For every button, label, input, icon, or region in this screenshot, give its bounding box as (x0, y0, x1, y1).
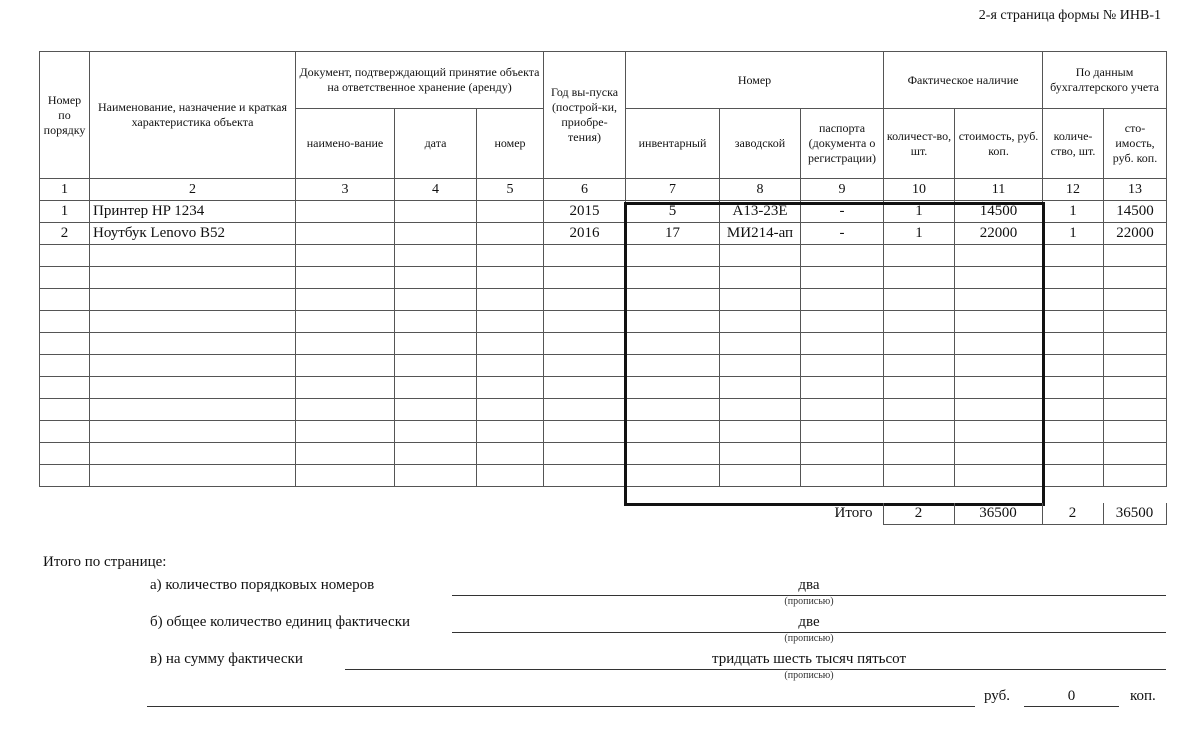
row-doc-date (395, 399, 477, 421)
row-year (544, 399, 626, 421)
row-factory: А13-23Е (720, 201, 801, 223)
row-factory (720, 443, 801, 465)
row-doc-number (477, 421, 544, 443)
rub-label: руб. (984, 688, 1010, 704)
row-name (90, 311, 296, 333)
row-year (544, 421, 626, 443)
row-factory (720, 333, 801, 355)
row-passport (801, 311, 884, 333)
row-inventory (626, 377, 720, 399)
summary-a-hint: (прописью) (784, 596, 834, 607)
column-number: 11 (955, 179, 1043, 201)
row-acc-cost (1104, 421, 1167, 443)
row-actual-qty (884, 333, 955, 355)
row-name (90, 377, 296, 399)
row-doc-date (395, 465, 477, 487)
summary-b-hint: (прописью) (784, 633, 834, 644)
table-row (40, 201, 1167, 223)
row-year (544, 311, 626, 333)
row-name (90, 399, 296, 421)
amount-line (147, 706, 975, 707)
header-acc-qty: количе-ство, шт. (1043, 109, 1104, 179)
header-doc-name: наимено-вание (296, 109, 395, 179)
row-passport: - (801, 223, 884, 245)
summary-c-label: в) на сумму фактически (150, 651, 303, 667)
row-no (40, 311, 90, 333)
summary-a-value: два (798, 577, 820, 593)
row-doc-name (296, 311, 395, 333)
row-year (544, 245, 626, 267)
row-actual-cost (955, 355, 1043, 377)
row-acc-cost (1104, 311, 1167, 333)
row-factory: МИ214-ап (720, 223, 801, 245)
row-inventory (626, 267, 720, 289)
row-year (544, 443, 626, 465)
row-actual-qty (884, 355, 955, 377)
row-name (90, 289, 296, 311)
header-acc-cost: сто-имость, руб. коп. (1104, 109, 1167, 179)
row-acc-qty (1043, 311, 1104, 333)
table-row (40, 267, 1167, 289)
row-doc-name (296, 465, 395, 487)
row-passport (801, 245, 884, 267)
header-factory: заводской (720, 109, 801, 179)
row-no: 2 (40, 223, 90, 245)
header-actual: Фактическое наличие (884, 52, 1043, 109)
row-year (544, 267, 626, 289)
row-inventory (626, 333, 720, 355)
row-acc-cost (1104, 245, 1167, 267)
header-year: Год вы-пуска (построй-ки, приобре-тения) (544, 52, 626, 179)
row-no (40, 443, 90, 465)
row-no (40, 399, 90, 421)
row-factory (720, 421, 801, 443)
row-inventory (626, 465, 720, 487)
row-actual-qty (884, 399, 955, 421)
kop-label: коп. (1130, 688, 1156, 704)
row-actual-qty (884, 377, 955, 399)
row-no (40, 465, 90, 487)
row-acc-qty (1043, 421, 1104, 443)
row-no: 1 (40, 201, 90, 223)
row-no (40, 377, 90, 399)
row-actual-cost (955, 399, 1043, 421)
row-no (40, 245, 90, 267)
row-doc-date (395, 311, 477, 333)
row-doc-number (477, 377, 544, 399)
row-doc-date (395, 443, 477, 465)
row-inventory (626, 355, 720, 377)
table-row (40, 399, 1167, 421)
header-name: Наименование, назначение и краткая характеристика объекта (90, 52, 296, 179)
row-actual-qty (884, 421, 955, 443)
summary-c-hint: (прописью) (784, 670, 834, 681)
column-number: 1 (40, 179, 90, 201)
column-number: 2 (90, 179, 296, 201)
row-factory (720, 289, 801, 311)
row-name: Ноутбук Lenovo B52 (90, 223, 296, 245)
row-acc-cost (1104, 377, 1167, 399)
row-doc-date (395, 267, 477, 289)
row-actual-qty (884, 245, 955, 267)
table-row (40, 245, 1167, 267)
row-doc-name (296, 399, 395, 421)
row-inventory (626, 245, 720, 267)
summary-b-value: две (798, 614, 820, 630)
row-doc-name (296, 355, 395, 377)
table-row (40, 289, 1167, 311)
row-passport (801, 377, 884, 399)
totals-actual-qty: 2 (883, 503, 954, 525)
row-doc-number (477, 223, 544, 245)
header-inventory: инвентарный (626, 109, 720, 179)
column-number: 9 (801, 179, 884, 201)
row-actual-cost: 22000 (955, 223, 1043, 245)
table-row (40, 443, 1167, 465)
row-doc-number (477, 399, 544, 421)
row-doc-number (477, 465, 544, 487)
row-doc-date (395, 245, 477, 267)
row-actual-cost (955, 289, 1043, 311)
row-doc-name (296, 333, 395, 355)
row-doc-name (296, 201, 395, 223)
row-year (544, 377, 626, 399)
row-acc-qty (1043, 465, 1104, 487)
row-no (40, 355, 90, 377)
row-year: 2015 (544, 201, 626, 223)
row-year: 2016 (544, 223, 626, 245)
header-actual-qty: количест-во, шт. (884, 109, 955, 179)
row-factory (720, 267, 801, 289)
table-row (40, 377, 1167, 399)
row-doc-name (296, 377, 395, 399)
header-document: Документ, подтверждающий принятие объекта на ответственное хранение (аренду) (296, 52, 544, 109)
row-name (90, 355, 296, 377)
row-actual-cost (955, 443, 1043, 465)
column-number: 10 (884, 179, 955, 201)
row-acc-qty (1043, 267, 1104, 289)
totals-acc-qty: 2 (1042, 503, 1103, 525)
row-acc-cost (1104, 267, 1167, 289)
row-doc-date (395, 289, 477, 311)
row-doc-date (395, 201, 477, 223)
column-number: 4 (395, 179, 477, 201)
row-doc-date (395, 377, 477, 399)
row-passport (801, 421, 884, 443)
row-factory (720, 399, 801, 421)
row-inventory (626, 443, 720, 465)
row-factory (720, 311, 801, 333)
kop-line (1024, 706, 1119, 707)
row-inventory: 5 (626, 201, 720, 223)
row-actual-qty (884, 267, 955, 289)
row-inventory (626, 311, 720, 333)
row-acc-qty (1043, 289, 1104, 311)
table-row (40, 333, 1167, 355)
row-acc-qty (1043, 377, 1104, 399)
column-number: 7 (626, 179, 720, 201)
row-passport (801, 399, 884, 421)
row-doc-date (395, 333, 477, 355)
table-row (40, 223, 1167, 245)
row-actual-cost (955, 421, 1043, 443)
row-acc-cost (1104, 443, 1167, 465)
row-passport (801, 333, 884, 355)
row-actual-qty: 1 (884, 223, 955, 245)
row-actual-qty: 1 (884, 201, 955, 223)
row-acc-cost (1104, 355, 1167, 377)
row-inventory (626, 289, 720, 311)
inventory-table (39, 51, 1167, 487)
row-acc-cost (1104, 289, 1167, 311)
row-doc-number (477, 355, 544, 377)
row-inventory: 17 (626, 223, 720, 245)
row-actual-cost: 14500 (955, 201, 1043, 223)
summary-title: Итого по странице: (43, 554, 167, 570)
row-name (90, 443, 296, 465)
row-passport (801, 267, 884, 289)
summary-c-value: тридцать шесть тысяч пятьсот (711, 651, 907, 667)
kop-value: 0 (1067, 688, 1076, 704)
row-no (40, 333, 90, 355)
row-factory (720, 245, 801, 267)
row-actual-cost (955, 377, 1043, 399)
column-number: 3 (296, 179, 395, 201)
row-actual-cost (955, 245, 1043, 267)
row-doc-name (296, 289, 395, 311)
column-number: 12 (1043, 179, 1104, 201)
column-number: 13 (1104, 179, 1167, 201)
row-passport (801, 289, 884, 311)
row-actual-cost (955, 465, 1043, 487)
row-doc-name (296, 267, 395, 289)
row-passport (801, 443, 884, 465)
row-doc-name (296, 421, 395, 443)
row-doc-date (395, 223, 477, 245)
row-year (544, 289, 626, 311)
row-acc-cost: 22000 (1104, 223, 1167, 245)
totals-label: Итого (834, 505, 873, 522)
row-doc-name (296, 223, 395, 245)
row-name (90, 245, 296, 267)
row-factory (720, 355, 801, 377)
totals-row (810, 503, 1167, 525)
row-acc-qty (1043, 355, 1104, 377)
row-acc-cost (1104, 333, 1167, 355)
row-actual-qty (884, 311, 955, 333)
row-year (544, 465, 626, 487)
column-number-row (40, 179, 1167, 201)
header-passport: паспорта (документа о регистрации) (801, 109, 884, 179)
row-doc-date (395, 421, 477, 443)
row-name: Принтер HP 1234 (90, 201, 296, 223)
row-factory (720, 465, 801, 487)
table-row (40, 421, 1167, 443)
page-label: 2-я страница формы № ИНВ-1 (978, 8, 1161, 23)
row-actual-qty (884, 289, 955, 311)
row-passport (801, 465, 884, 487)
summary-b-label: б) общее количество единиц фактически (150, 614, 411, 630)
row-actual-cost (955, 311, 1043, 333)
row-acc-cost: 14500 (1104, 201, 1167, 223)
row-passport (801, 355, 884, 377)
totals-acc-cost: 36500 (1103, 503, 1166, 525)
row-actual-qty (884, 465, 955, 487)
row-doc-number (477, 201, 544, 223)
row-no (40, 267, 90, 289)
row-year (544, 355, 626, 377)
row-doc-name (296, 443, 395, 465)
totals-actual-cost: 36500 (954, 503, 1042, 525)
column-number: 5 (477, 179, 544, 201)
column-number: 6 (544, 179, 626, 201)
table-row (40, 465, 1167, 487)
row-doc-number (477, 333, 544, 355)
column-number: 8 (720, 179, 801, 201)
table-row (40, 355, 1167, 377)
row-year (544, 333, 626, 355)
header-actual-cost: стоимость, руб. коп. (955, 109, 1043, 179)
row-acc-cost (1104, 399, 1167, 421)
header-doc-date: дата (395, 109, 477, 179)
row-inventory (626, 421, 720, 443)
row-acc-qty (1043, 333, 1104, 355)
header-accounting: По данным бухгалтерского учета (1043, 52, 1167, 109)
row-doc-date (395, 355, 477, 377)
row-actual-cost (955, 267, 1043, 289)
header-row-no: Номер по порядку (40, 52, 90, 179)
header-number-group: Номер (626, 52, 884, 109)
row-doc-name (296, 245, 395, 267)
summary-a-label: а) количество порядковых номеров (150, 577, 375, 593)
row-acc-qty (1043, 443, 1104, 465)
row-passport: - (801, 201, 884, 223)
row-actual-qty (884, 443, 955, 465)
row-acc-qty: 1 (1043, 223, 1104, 245)
row-doc-number (477, 443, 544, 465)
row-doc-number (477, 245, 544, 267)
row-factory (720, 377, 801, 399)
row-name (90, 333, 296, 355)
row-doc-number (477, 267, 544, 289)
row-acc-cost (1104, 465, 1167, 487)
row-no (40, 421, 90, 443)
row-name (90, 421, 296, 443)
row-actual-cost (955, 333, 1043, 355)
table-row (40, 311, 1167, 333)
header-doc-number: номер (477, 109, 544, 179)
row-name (90, 267, 296, 289)
row-acc-qty: 1 (1043, 201, 1104, 223)
row-acc-qty (1043, 245, 1104, 267)
row-no (40, 289, 90, 311)
row-name (90, 465, 296, 487)
row-acc-qty (1043, 399, 1104, 421)
row-doc-number (477, 311, 544, 333)
row-doc-number (477, 289, 544, 311)
row-inventory (626, 399, 720, 421)
